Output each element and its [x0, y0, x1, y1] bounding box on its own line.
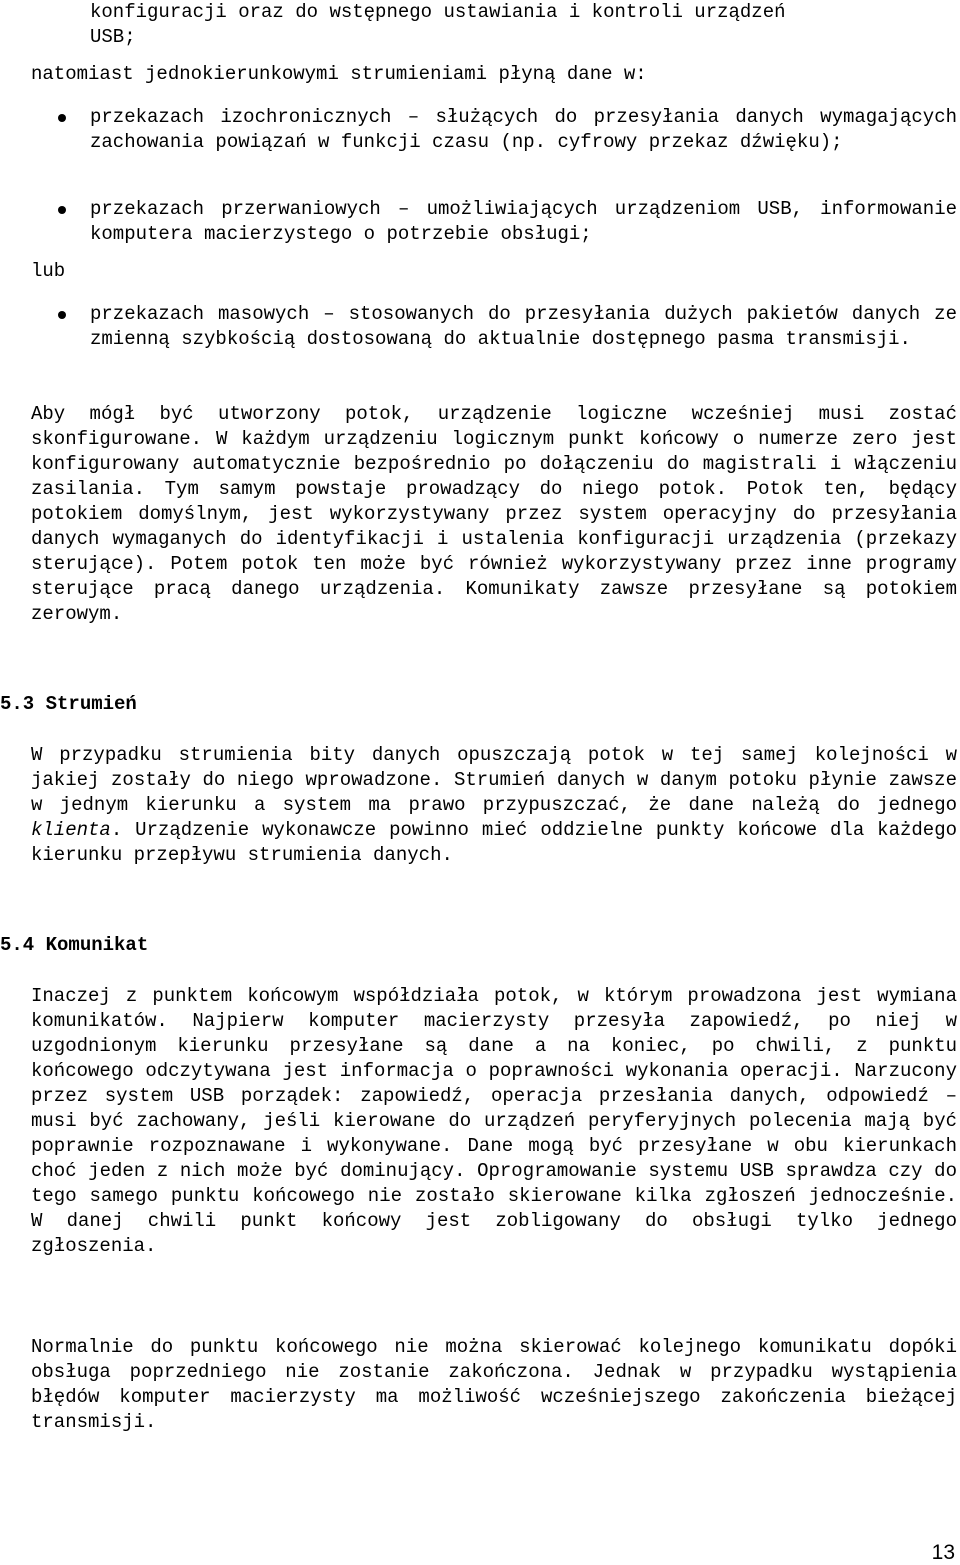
lub-conjunction: lub	[31, 260, 66, 282]
list-item: przekazach masowych – stosowanych do przesyłania dużych pakietów danych ze zmienną szybkością dostosowaną do aktualnie dostępnego pasma transmisji.	[90, 303, 957, 350]
list-item: przekazach izochronicznych – służących do przesyłania danych wymagających zachowania powiązań w funkcji czasu (np. cyfrowy przekaz dźwięku);	[90, 106, 957, 153]
paragraph-strumien: W przypadku strumienia bity danych opuszczają potok w tej samej kolejności w jakiej zostały do niego wprowadzone. Strumień danych w danym potoku płynie zawsze w jednym kierunku a system ma prawo przypuszczać, że dane należą do jednego klienta. Urządzenie wykonawcze powinno mieć oddzielne punkty końcowe dla każdego kierunku przepływu strumienia danych.	[31, 744, 957, 866]
bullet-dot-icon	[58, 206, 66, 214]
list-item: przekazach przerwaniowych – umożliwiających urządzeniom USB, informowanie komputera macierzystego o potrzebie obsługi;	[90, 198, 957, 245]
paragraph-stream-setup: Aby mógł być utworzony potok, urządzenie logiczne wcześniej musi zostać skonfigurowane. W każdym urządzeniu logicznym punkt końcowy o numerze zero jest konfigurowany automatycznie bezpośrednio po dołączeniu do magistrali i włączeniu zasilania. Tym samym powstaje prowadzący do niego potok. Potok ten, będący potokiem domyślnym, jest wykorzystywany przez system operacyjny do przesyłania danych wymaganych do identyfikacji i ustalenia konfiguracji urządzenia (przekazy sterujące). Potem potok ten może być również wykorzystywany przez inne programy sterujące pracą danego urządzenia. Komunikaty zawsze przesyłane są potokiem zerowym.	[31, 403, 957, 625]
paragraph-komunikat-1: Inaczej z punktem końcowym współdziała potok, w którym prowadzona jest wymiana komunikatów. Najpierw komputer macierzysty przesyła zapowiedź, po niej w uzgodnionym kierunku przesyłane są dane a na koniec, po chwili, z punktu końcowego odczytywana jest informacja o poprawności wykonania operacji. Narzucony przez system USB porządek: zapowiedź, operacja przesłania danych, odpowiedź – musi być zachowany, jeśli kierowane do urządzeń peryferyjnych polecenia mają być poprawnie rozpoznawane i wykonywane. Dane mogą być przesyłane w obu kierunkach choć jeden z nich może być dominujący. Oprogramowanie systemu USB sprawdza czy do tego samego punktu końcowego nie zostało skierowane kilka zgłoszeń jednocześnie. W danej chwili punkt końcowy jest zobligowany do obsługi tylko jednego zgłoszenia.	[31, 985, 957, 1257]
section-heading-strumien: 5.3 Strumień	[0, 693, 137, 715]
page-number: 13	[931, 1541, 955, 1564]
paragraph-komunikat-2: Normalnie do punktu końcowego nie można skierować kolejnego komunikatu dopóki obsługa poprzedniego nie zostanie zakończona. Jednak w przypadku wystąpienia błędów komputer macierzysty ma możliwość wcześniejszego zakończenia bieżącej transmisji.	[31, 1336, 957, 1433]
intro-line: natomiast jednokierunkowymi strumieniami płyną dane w:	[31, 63, 647, 85]
section-heading-komunikat: 5.4 Komunikat	[0, 934, 149, 956]
bullet-dot-icon	[58, 311, 66, 319]
bullet-dot-icon	[58, 114, 66, 122]
continuation-text: konfiguracji oraz do wstępnego ustawiania i kontroli urządzeń USB;	[90, 1, 786, 48]
